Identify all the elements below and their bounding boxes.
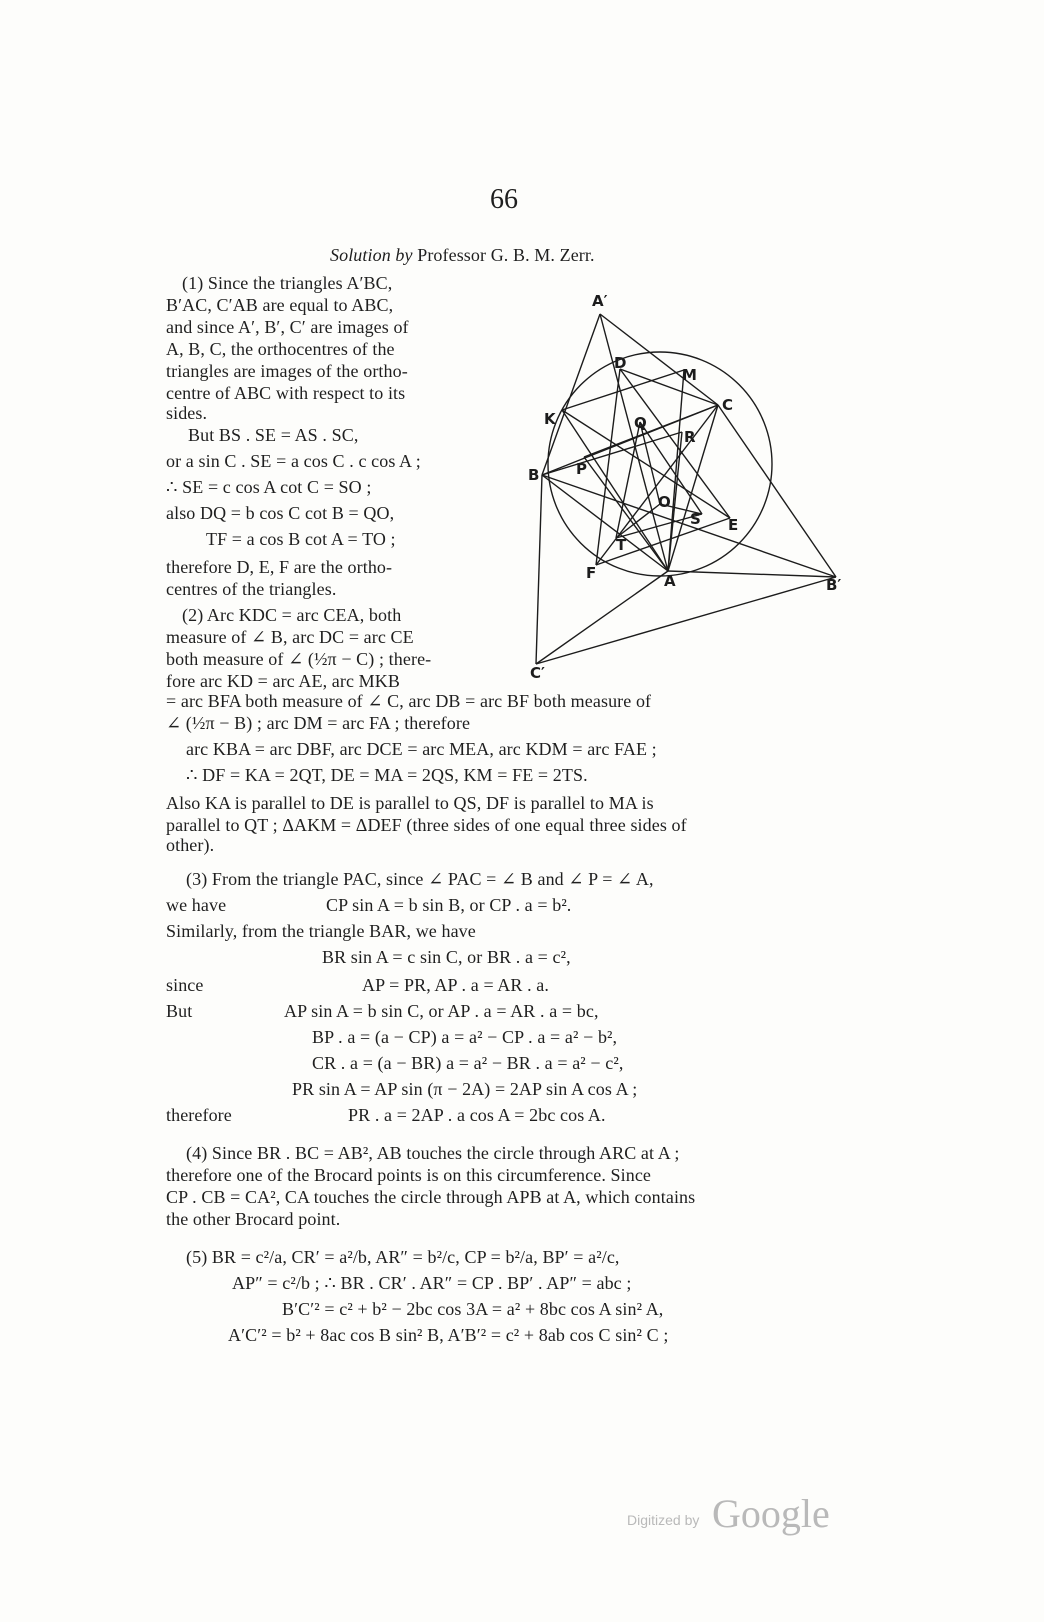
text-line: But BS . SE = AS . SC, — [188, 425, 359, 445]
heading-author: Professor G. B. M. Zerr. — [417, 245, 595, 265]
text-line: ∴ DF = KA = 2QT, DE = MA = 2QS, KM = FE = 2TS. — [186, 765, 588, 785]
text-line: parallel to QT ; ΔAKM = ΔDEF (three sides of one equal three sides of — [166, 815, 687, 835]
text-line: we have — [166, 895, 227, 915]
equation: AP = PR, AP . a = AR . a. — [362, 975, 549, 995]
segment — [668, 571, 836, 577]
point-label: F — [586, 564, 597, 582]
text-line: both measure of ∠ (½π − C) ; there- — [166, 649, 432, 669]
text-line: CP . CB = CA², CA touches the circle through APB at A, which contains — [166, 1187, 696, 1207]
text-line: the other Brocard point. — [166, 1209, 341, 1229]
equation: A′C′² = b² + 8ac cos B sin² B, A′B′² = c² + 8ab cos C sin² C ; — [228, 1325, 669, 1345]
text-line: ∠ (½π − B) ; arc DM = arc FA ; therefore — [166, 713, 471, 733]
segment — [536, 571, 668, 664]
text-line: TF = a cos B cot A = TO ; — [206, 529, 396, 549]
point-label: B — [528, 466, 540, 484]
text-line: or a sin C . SE = a cos C . c cos A ; — [166, 451, 421, 471]
text-line: (3) From the triangle PAC, since ∠ PAC = ∠ B and ∠ P = ∠ A, — [186, 869, 654, 889]
text-line: A, B, C, the orthocentres of the — [166, 339, 395, 359]
point-label: D — [614, 354, 627, 372]
text-line: Also KA is parallel to DE is parallel to QS, DF is parallel to MA is — [166, 793, 654, 813]
text-line: ∴ SE = c cos A cot C = SO ; — [166, 477, 372, 497]
segment — [536, 577, 836, 664]
equation: BP . a = (a − CP) a = a² − CP . a = a² − b², — [312, 1027, 618, 1047]
text-line: B′AC, C′AB are equal to ABC, — [166, 295, 394, 315]
page-number: 66 — [490, 184, 518, 215]
text-line: therefore — [166, 1105, 232, 1125]
text-line: other). — [166, 835, 215, 855]
text-line: Similarly, from the triangle BAR, we have — [166, 921, 476, 941]
text-line: since — [166, 975, 204, 995]
point-label: M — [682, 366, 697, 384]
text-line: centre of ABC with respect to its — [166, 383, 406, 403]
text-line: (2) Arc KDC = arc CEA, both — [182, 605, 402, 625]
equation: PR sin A = AP sin (π − 2A) = 2AP sin A cos A ; — [292, 1079, 638, 1099]
point-label: E — [728, 516, 739, 534]
text-line: But — [166, 1001, 193, 1021]
text-line: = arc BFA both measure of ∠ C, arc DB = arc BF both measure of — [166, 691, 652, 711]
equation: PR . a = 2AP . a cos A = 2bc cos A. — [348, 1105, 606, 1125]
text-line: triangles are images of the ortho- — [166, 361, 408, 381]
point-label: T — [616, 536, 627, 554]
segment — [640, 422, 660, 504]
text-line: therefore one of the Brocard points is on this circumference. Since — [166, 1165, 652, 1185]
geometry-figure — [522, 282, 852, 692]
point-label: O — [658, 493, 671, 511]
text-line: and since A′, B′, C′ are images of — [166, 317, 409, 337]
equation: BR sin A = c sin C, or BR . a = c², — [322, 947, 571, 967]
equation: B′C′² = c² + b² − 2bc cos 3A = a² + 8bc cos A sin² A, — [282, 1299, 664, 1319]
point-label: A′ — [592, 292, 608, 310]
equation: AP″ = c²/b ; ∴ BR . CR′ . AR″ = CP . BP′ . AP″ = abc ; — [232, 1273, 632, 1293]
text-line: arc KBA = arc DBF, arc DCE = arc MEA, arc KDM = arc FAE ; — [186, 739, 657, 759]
heading-lead: Solution by — [330, 245, 413, 265]
segment — [718, 405, 836, 577]
text-line: centres of the triangles. — [166, 579, 337, 599]
segment — [542, 475, 836, 577]
watermark-digitized: Digitized by — [627, 1512, 700, 1528]
point-label: R — [684, 428, 696, 446]
text-line: sides. — [166, 403, 208, 423]
point-label: S — [690, 510, 701, 528]
point-label: B′ — [826, 576, 842, 594]
point-label: A — [664, 572, 676, 590]
segment — [542, 314, 600, 475]
text-line: (1) Since the triangles A′BC, — [182, 273, 393, 293]
text-line: fore arc KD = arc AE, arc MKB — [166, 671, 400, 691]
equation: CP sin A = b sin B, or CP . a = b². — [326, 895, 572, 915]
point-label: C — [722, 396, 734, 414]
text-line: (4) Since BR . BC = AB², AB touches the circle through ARC at A ; — [186, 1143, 680, 1163]
point-label: C′ — [530, 664, 545, 682]
watermark-google-logo: Google — [712, 1491, 830, 1536]
segment — [562, 370, 684, 410]
solution-heading — [330, 244, 595, 266]
geometry-diagram — [522, 282, 852, 692]
text-line: therefore D, E, F are the ortho- — [166, 557, 393, 577]
equation: (5) BR = c²/a, CR′ = a²/b, AR″ = b²/c, CP = b²/a, BP′ = a²/c, — [186, 1247, 620, 1267]
equation: CR . a = (a − BR) a = a² − BR . a = a² − c², — [312, 1053, 624, 1073]
point-label: K — [544, 410, 556, 428]
point-label: P — [576, 460, 587, 478]
text-line: measure of ∠ B, arc DC = arc CE — [166, 627, 414, 647]
text-line: also DQ = b cos C cot B = QO, — [166, 503, 395, 523]
point-label: Q — [634, 414, 647, 432]
equation: AP sin A = b sin C, or AP . a = AR . a = bc, — [284, 1001, 599, 1021]
segment — [536, 475, 542, 664]
